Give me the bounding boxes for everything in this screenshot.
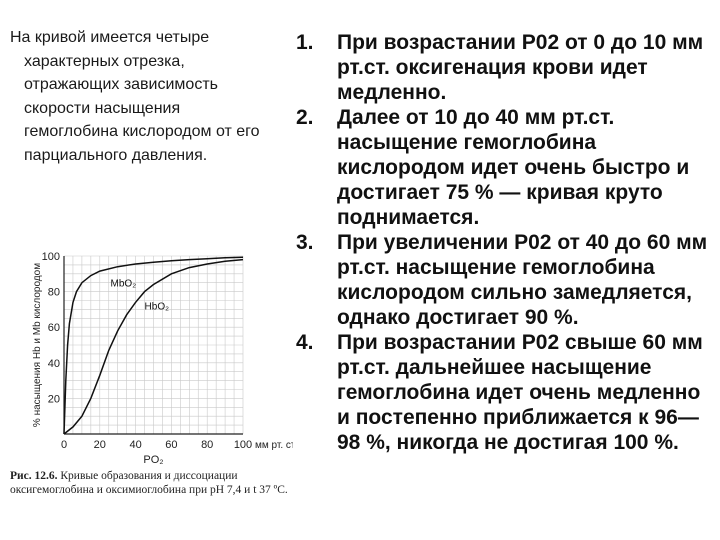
list-number: 4. (296, 331, 314, 354)
list-text: При увеличении Р02 от 40 до 60 мм рт.ст. насыщение гемоглобина кислородом сильно замедляется, однако достигает 90 %. (337, 231, 708, 329)
y-tick-label: 40 (47, 357, 60, 370)
caption-label: Рис. 12.6. (10, 470, 58, 482)
y-tick-label: 20 (47, 393, 60, 406)
figure-caption (10, 470, 292, 497)
caption-text: Кривые образования и диссоциации оксигемоглобина и оксимиоглобина при рН 7,4 и t 37 ºС. (10, 470, 288, 496)
list-text: При возрастании Р02 свыше 60 мм рт.ст. дальнейшее насыщение гемоглобина идет очень медленно и постепенно приближается к 96—98 %, никогда не достигая 100 %. (337, 331, 703, 454)
x-tick-label: 20 (93, 439, 106, 451)
x-tick-label: 0 (60, 439, 68, 451)
x-tick-label: 80 (201, 439, 214, 451)
y-tick-label: 100 (41, 251, 60, 263)
x-axis-label: PO₂ (143, 454, 164, 466)
list-text: Далее от 10 до 40 мм рт.ст. насыщение гемоглобина кислородом идет очень быстро и достигает 75 % — кривая круто поднимается. (337, 106, 690, 229)
y-tick-label: 60 (47, 322, 60, 335)
list-item-2 (296, 105, 716, 230)
x-tick-label: 40 (129, 439, 142, 451)
list-number: 3. (296, 231, 314, 254)
y-tick-label: 80 (47, 286, 60, 299)
intro-paragraph: На кривой имеется четыре характерных отрезка, отражающих зависимость скорости насыщения гемоглобина кислородом от его парциального давления. (10, 29, 260, 164)
list-number: 1. (296, 31, 314, 54)
chart-svg (8, 238, 293, 466)
list-item-4 (296, 330, 716, 455)
x-tick-label: 60 (165, 439, 178, 451)
x-axis-unit: мм рт. ст (255, 440, 293, 451)
saturation-stages-list (296, 30, 716, 455)
series-label-hbo2: HbO₂ (144, 301, 170, 313)
intro-text-block (10, 26, 272, 167)
list-text: При возрастании Р02 от 0 до 10 мм рт.ст. оксигенация крови идет медленно. (337, 31, 704, 104)
y-axis-label: % насыщения Hb и Mb кислородом (32, 262, 43, 428)
x-tick-label: 100 (233, 439, 253, 451)
list-item-1 (296, 30, 716, 105)
oxygen-dissociation-chart (8, 238, 293, 466)
list-number: 2. (296, 106, 314, 129)
series-label-mbo2: MbO₂ (110, 278, 137, 290)
list-item-3 (296, 230, 716, 330)
